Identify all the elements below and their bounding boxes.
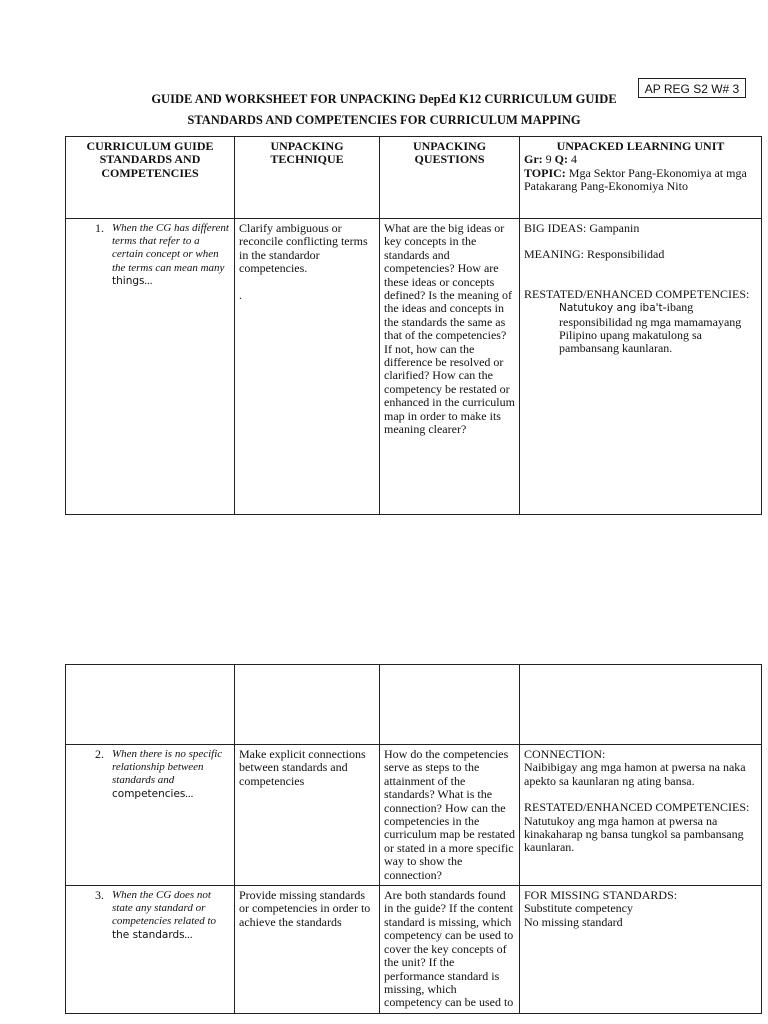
row3-missing-label: FOR MISSING STANDARDS:	[524, 888, 678, 903]
header-unpacking-questions: UNPACKING QUESTIONS	[380, 137, 520, 219]
header-grade-quarter: Gr: 9 Q: 4	[524, 152, 577, 167]
row1-number: 1.	[95, 221, 104, 235]
row2-restated-label: RESTATED/ENHANCED COMPETENCIES:	[524, 800, 750, 815]
row3-cg-cell	[66, 886, 235, 1014]
header-unpacking-technique: UNPACKING TECHNIQUE	[235, 137, 380, 219]
row1-meaning: MEANING: Responsibilidad	[524, 247, 665, 262]
row2-cg-cell	[66, 745, 235, 886]
row3-cg-text: When the CG does not state any standard or competencies related to the standards...	[112, 889, 217, 941]
header-unit-title: UNPACKED LEARNING UNIT	[556, 139, 725, 153]
row2-connection-label: CONNECTION:	[524, 747, 606, 761]
unpacking-table-2	[65, 664, 762, 1014]
document-title: GUIDE AND WORKSHEET FOR UNPACKING DepEd K12 CURRICULUM GUIDE	[151, 92, 617, 106]
row1-unpacked	[520, 219, 762, 515]
table-row	[66, 745, 762, 886]
document-code-box: AP REG S2 W# 3	[638, 78, 746, 98]
table-row	[66, 886, 762, 1014]
row3-unpacked	[520, 886, 762, 1014]
row2-number: 2.	[95, 747, 104, 761]
row2-cg-text: When there is no specific relationship between standards and competencies...	[112, 748, 223, 800]
row2-technique: Make explicit connections between standards and competencies	[235, 745, 380, 886]
unpacking-table-1	[65, 136, 762, 515]
row1-questions: What are the big ideas or key concepts in the standards and competencies? How are these ideas or concepts defined? Is the meaning of the ideas and concepts in the standards the same as that of the competencies? If not, how can the difference be resolved or clarified? How can the competency be restated or enhanced in the curriculum map in order to make its meaning clearer?	[380, 219, 520, 515]
row3-missing-line2: No missing standard	[524, 914, 623, 929]
row1-restated-label: RESTATED/ENHANCED COMPETENCIES:	[524, 286, 750, 301]
row2-questions: How do the competencies serve as steps to the attainment of the standards? What is the connection? How can the competencies in the curriculum map be restated or stated in a more specific way to show the connection?	[380, 745, 520, 886]
row1-cg-cell	[66, 219, 235, 515]
row2-unpacked	[520, 745, 762, 886]
row1-big-ideas: BIG IDEAS: Gampanin	[524, 221, 640, 235]
row2-connection-text: Naibibigay ang mga hamon at pwersa na naka apekto sa kaunlaran ng ating bansa.	[524, 760, 746, 788]
row2-restated-text: Natutukoy ang mga hamon at pwersa na kinakaharap ng bansa tungkol sa pambansang kaunlaran.	[524, 813, 744, 855]
table-row-empty	[66, 665, 762, 745]
header-unpacked-learning-unit	[520, 137, 762, 219]
row3-questions: Are both standards found in the guide? If the content standard is missing, which competency can be used to cover the key concepts of the unit? If the performance standard is missing, which competency can be used to	[380, 886, 520, 1014]
row1-technique: Clarify ambiguous or reconcile conflicting terms in the standardor competencies. .	[235, 219, 380, 515]
row1-restated-text: Natutukoy ang iba't-ibang responsibilidad ng mga mamamayang Pilipino upang makatulong sa pambansang kaunlaran.	[559, 300, 742, 356]
document-subtitle: STANDARDS AND COMPETENCIES FOR CURRICULUM MAPPING	[187, 113, 581, 127]
header-topic: TOPIC: Mga Sektor Pang-Ekonomiya at mga Patakarang Pang-Ekonomiya Nito	[524, 165, 747, 194]
table-row	[66, 219, 762, 515]
header-cg-standards: CURRICULUM GUIDE STANDARDS AND COMPETENCIES	[66, 137, 235, 219]
table-header-row	[66, 137, 762, 219]
row3-missing-line1: Substitute competency	[524, 901, 633, 916]
row1-cg-text: When the CG has different terms that refer to a certain concept or when the terms can mean many things...	[112, 222, 229, 287]
row3-number: 3.	[95, 888, 104, 903]
row3-technique: Provide missing standards or competencies in order to achieve the standards	[235, 886, 380, 1014]
